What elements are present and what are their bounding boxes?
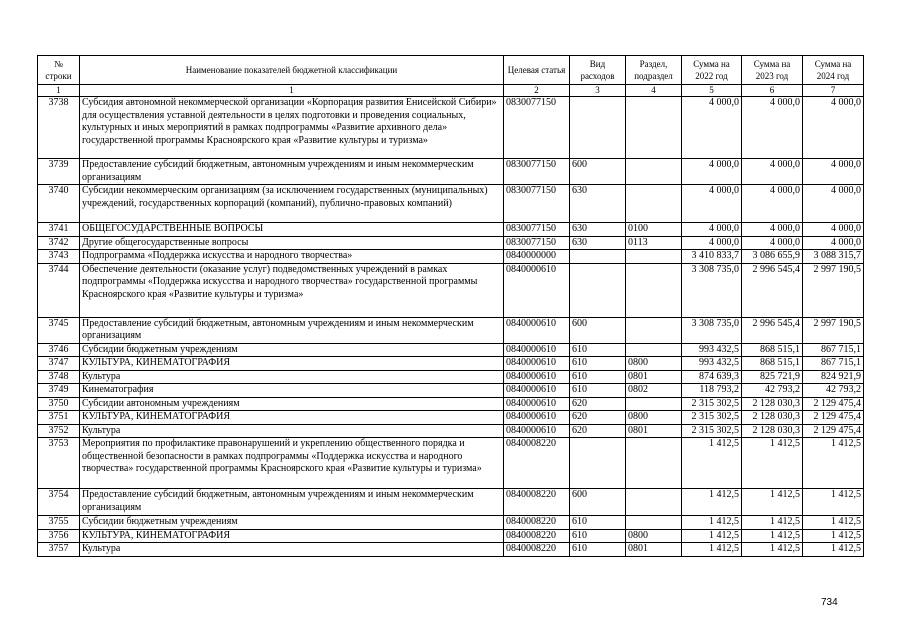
- row-number: 3744: [38, 263, 80, 317]
- row-name: Субсидии бюджетным учреждениям: [80, 343, 504, 357]
- row-sum-2023: 825 721,9: [742, 370, 803, 384]
- table-row: [38, 516, 864, 530]
- row-sum-2024: 4 000,0: [803, 185, 864, 223]
- table-row: [38, 370, 864, 384]
- row-sum-2022: 2 315 302,5: [682, 411, 742, 425]
- column-number: 6: [742, 85, 803, 97]
- column-number: 5: [682, 85, 742, 97]
- row-sum-2022: 4 000,0: [682, 236, 742, 250]
- row-sum-2023: 4 000,0: [742, 159, 803, 185]
- row-sum-2024: 3 088 315,7: [803, 250, 864, 264]
- row-sum-2022: 4 000,0: [682, 97, 742, 159]
- row-sum-2024: 2 997 190,5: [803, 317, 864, 343]
- row-razd: [626, 489, 682, 516]
- row-sum-2022: 4 000,0: [682, 223, 742, 237]
- row-sum-2022: 4 000,0: [682, 185, 742, 223]
- row-razd: [626, 250, 682, 264]
- row-vid: 600: [570, 489, 626, 516]
- row-code: 0830077150: [504, 97, 570, 159]
- table-row: [38, 543, 864, 557]
- row-name: Предоставление субсидий бюджетным, автономным учреждениям и иным некоммерческим организациям: [80, 489, 504, 516]
- table-row: [38, 357, 864, 371]
- table-row: [38, 317, 864, 343]
- row-name: КУЛЬТУРА, КИНЕМАТОГРАФИЯ: [80, 529, 504, 543]
- row-sum-2023: 1 412,5: [742, 529, 803, 543]
- row-number: 3750: [38, 397, 80, 411]
- row-vid: 620: [570, 411, 626, 425]
- page-number: 734: [821, 597, 838, 608]
- table-row: [38, 384, 864, 398]
- row-name: Подпрограмма «Поддержка искусства и народного творчества»: [80, 250, 504, 264]
- row-name: Культура: [80, 424, 504, 438]
- table-row: [38, 263, 864, 317]
- row-sum-2022: 1 412,5: [682, 438, 742, 489]
- row-vid: [570, 263, 626, 317]
- row-vid: 610: [570, 529, 626, 543]
- row-sum-2022: 1 412,5: [682, 516, 742, 530]
- header-row-no: № строки: [38, 56, 80, 85]
- row-code: 0830077150: [504, 236, 570, 250]
- row-sum-2023: 868 515,1: [742, 357, 803, 371]
- header-vid: Вид расходов: [570, 56, 626, 85]
- table-row: [38, 159, 864, 185]
- table-row: [38, 236, 864, 250]
- row-sum-2024: 1 412,5: [803, 529, 864, 543]
- column-number: 3: [570, 85, 626, 97]
- row-sum-2023: 2 996 545,4: [742, 317, 803, 343]
- row-code: 0840008220: [504, 489, 570, 516]
- row-sum-2023: 4 000,0: [742, 223, 803, 237]
- row-razd: 0802: [626, 384, 682, 398]
- row-sum-2023: 2 128 030,3: [742, 397, 803, 411]
- row-sum-2023: 868 515,1: [742, 343, 803, 357]
- row-sum-2022: 118 793,2: [682, 384, 742, 398]
- row-vid: 610: [570, 370, 626, 384]
- row-sum-2023: 4 000,0: [742, 236, 803, 250]
- row-sum-2023: 42 793,2: [742, 384, 803, 398]
- row-number: 3752: [38, 424, 80, 438]
- row-number: 3748: [38, 370, 80, 384]
- row-number: 3745: [38, 317, 80, 343]
- row-name: Кинематография: [80, 384, 504, 398]
- row-vid: 610: [570, 384, 626, 398]
- row-code: 0840000610: [504, 263, 570, 317]
- row-code: 0840000610: [504, 397, 570, 411]
- row-sum-2023: 3 086 655,9: [742, 250, 803, 264]
- row-sum-2024: 42 793,2: [803, 384, 864, 398]
- row-name: Субсидия автономной некоммерческой организации «Корпорация развития Енисейской Сибири» для осуществления уставной деятельности в целях подготовки и проведения социальных, культурных и иных мероприятий в рамках подпрограммы «Развитие архивного дела» государственной программы Красноярского края «Развитие культуры и туризма»: [80, 97, 504, 159]
- header-name: Наименование показателей бюджетной классификации: [80, 56, 504, 85]
- table-row: [38, 529, 864, 543]
- row-sum-2022: 4 000,0: [682, 159, 742, 185]
- row-code: 0840008220: [504, 438, 570, 489]
- row-sum-2024: 867 715,1: [803, 343, 864, 357]
- table-row: [38, 97, 864, 159]
- row-razd: [626, 185, 682, 223]
- row-sum-2022: 874 639,3: [682, 370, 742, 384]
- row-sum-2024: 1 412,5: [803, 543, 864, 557]
- row-sum-2024: 1 412,5: [803, 438, 864, 489]
- row-number: 3743: [38, 250, 80, 264]
- row-name: Субсидии некоммерческим организациям (за исключением государственных (муниципальных) учреждений, государственных корпораций (компаний), публично-правовых компаний): [80, 185, 504, 223]
- row-name: КУЛЬТУРА, КИНЕМАТОГРАФИЯ: [80, 411, 504, 425]
- row-sum-2022: 993 432,5: [682, 343, 742, 357]
- row-vid: 620: [570, 424, 626, 438]
- column-number: 4: [626, 85, 682, 97]
- row-code: 0840000000: [504, 250, 570, 264]
- header-sum-2023: Сумма на 2023 год: [742, 56, 803, 85]
- column-number-row: [38, 85, 864, 97]
- row-razd: 0801: [626, 370, 682, 384]
- row-sum-2024: 2 997 190,5: [803, 263, 864, 317]
- row-vid: 630: [570, 185, 626, 223]
- row-sum-2024: 4 000,0: [803, 97, 864, 159]
- row-sum-2022: 3 308 735,0: [682, 317, 742, 343]
- row-razd: 0800: [626, 357, 682, 371]
- row-razd: 0801: [626, 543, 682, 557]
- row-sum-2024: 1 412,5: [803, 489, 864, 516]
- row-name: Субсидии автономным учреждениям: [80, 397, 504, 411]
- column-number: 1: [38, 85, 80, 97]
- table-row: [38, 223, 864, 237]
- row-code: 0840000610: [504, 411, 570, 425]
- row-sum-2022: 3 308 735,0: [682, 263, 742, 317]
- row-sum-2024: 4 000,0: [803, 159, 864, 185]
- row-vid: 600: [570, 159, 626, 185]
- row-sum-2024: 2 129 475,4: [803, 424, 864, 438]
- row-vid: 610: [570, 516, 626, 530]
- row-code: 0840000610: [504, 357, 570, 371]
- row-vid: 630: [570, 223, 626, 237]
- row-vid: 610: [570, 543, 626, 557]
- row-vid: 610: [570, 343, 626, 357]
- row-sum-2023: 1 412,5: [742, 543, 803, 557]
- row-code: 0840000610: [504, 424, 570, 438]
- row-code: 0830077150: [504, 185, 570, 223]
- row-number: 3757: [38, 543, 80, 557]
- table-row: [38, 397, 864, 411]
- row-code: 0840000610: [504, 384, 570, 398]
- row-number: 3746: [38, 343, 80, 357]
- row-number: 3739: [38, 159, 80, 185]
- row-sum-2022: 1 412,5: [682, 543, 742, 557]
- table-row: [38, 250, 864, 264]
- header-sum-2024: Сумма на 2024 год: [803, 56, 864, 85]
- row-code: 0830077150: [504, 223, 570, 237]
- table-row: [38, 424, 864, 438]
- row-sum-2024: 867 715,1: [803, 357, 864, 371]
- row-number: 3751: [38, 411, 80, 425]
- column-number: 2: [504, 85, 570, 97]
- table-row: [38, 411, 864, 425]
- row-sum-2024: 2 129 475,4: [803, 397, 864, 411]
- row-sum-2023: 1 412,5: [742, 438, 803, 489]
- row-sum-2024: 4 000,0: [803, 236, 864, 250]
- row-sum-2023: 2 128 030,3: [742, 424, 803, 438]
- row-vid: [570, 250, 626, 264]
- row-number: 3738: [38, 97, 80, 159]
- row-sum-2023: 1 412,5: [742, 516, 803, 530]
- row-number: 3753: [38, 438, 80, 489]
- row-sum-2023: 2 996 545,4: [742, 263, 803, 317]
- row-name: Предоставление субсидий бюджетным, автономным учреждениям и иным некоммерческим организациям: [80, 317, 504, 343]
- row-code: 0840000610: [504, 317, 570, 343]
- row-sum-2024: 2 129 475,4: [803, 411, 864, 425]
- row-name: КУЛЬТУРА, КИНЕМАТОГРАФИЯ: [80, 357, 504, 371]
- row-sum-2024: 1 412,5: [803, 516, 864, 530]
- table-row: [38, 438, 864, 489]
- row-sum-2022: 2 315 302,5: [682, 397, 742, 411]
- row-name: Культура: [80, 543, 504, 557]
- header-razd: Раздел, подраздел: [626, 56, 682, 85]
- row-number: 3756: [38, 529, 80, 543]
- table-body: [38, 97, 864, 557]
- row-razd: [626, 397, 682, 411]
- row-sum-2022: 3 410 833,7: [682, 250, 742, 264]
- row-razd: [626, 263, 682, 317]
- table-row: [38, 489, 864, 516]
- row-name: Субсидии бюджетным учреждениям: [80, 516, 504, 530]
- row-code: 0840000610: [504, 343, 570, 357]
- row-razd: 0113: [626, 236, 682, 250]
- row-sum-2022: 1 412,5: [682, 529, 742, 543]
- header-code: Целевая статья: [504, 56, 570, 85]
- row-sum-2024: 824 921,9: [803, 370, 864, 384]
- row-number: 3740: [38, 185, 80, 223]
- row-razd: 0800: [626, 411, 682, 425]
- row-razd: [626, 516, 682, 530]
- row-razd: [626, 317, 682, 343]
- row-razd: 0801: [626, 424, 682, 438]
- row-code: 0840008220: [504, 529, 570, 543]
- row-sum-2022: 2 315 302,5: [682, 424, 742, 438]
- row-code: 0840008220: [504, 543, 570, 557]
- column-number: 1: [80, 85, 504, 97]
- row-vid: 600: [570, 317, 626, 343]
- row-name: Мероприятия по профилактике правонарушений и укреплению общественного порядка и общественной безопасности в рамках подпрограммы «Поддержка искусства и народного творчества» государственной программы Красноярского края «Развитие культуры и туризма»: [80, 438, 504, 489]
- row-number: 3754: [38, 489, 80, 516]
- row-name: Обеспечение деятельности (оказание услуг) подведомственных учреждений в рамках подпрограммы «Поддержка искусства и народного творчества» государственной программы Красноярского края «Развитие культуры и туризма»: [80, 263, 504, 317]
- row-number: 3749: [38, 384, 80, 398]
- row-vid: [570, 97, 626, 159]
- row-razd: 0800: [626, 529, 682, 543]
- row-name: ОБЩЕГОСУДАРСТВЕННЫЕ ВОПРОСЫ: [80, 223, 504, 237]
- column-number: 7: [803, 85, 864, 97]
- row-vid: 620: [570, 397, 626, 411]
- row-number: 3747: [38, 357, 80, 371]
- row-name: Культура: [80, 370, 504, 384]
- row-sum-2022: 1 412,5: [682, 489, 742, 516]
- row-name: Другие общегосударственные вопросы: [80, 236, 504, 250]
- row-code: 0830077150: [504, 159, 570, 185]
- row-vid: [570, 438, 626, 489]
- row-name: Предоставление субсидий бюджетным, автономным учреждениям и иным некоммерческим организациям: [80, 159, 504, 185]
- table-row: [38, 343, 864, 357]
- row-razd: 0100: [626, 223, 682, 237]
- row-number: 3742: [38, 236, 80, 250]
- row-razd: [626, 438, 682, 489]
- row-sum-2022: 993 432,5: [682, 357, 742, 371]
- row-vid: 630: [570, 236, 626, 250]
- row-razd: [626, 159, 682, 185]
- row-sum-2023: 2 128 030,3: [742, 411, 803, 425]
- header-row: [38, 56, 864, 85]
- row-sum-2024: 4 000,0: [803, 223, 864, 237]
- row-sum-2023: 1 412,5: [742, 489, 803, 516]
- row-sum-2023: 4 000,0: [742, 185, 803, 223]
- budget-table: [37, 55, 864, 557]
- row-razd: [626, 97, 682, 159]
- header-sum-2022: Сумма на 2022 год: [682, 56, 742, 85]
- row-code: 0840000610: [504, 370, 570, 384]
- table-row: [38, 185, 864, 223]
- row-sum-2023: 4 000,0: [742, 97, 803, 159]
- row-razd: [626, 343, 682, 357]
- row-number: 3741: [38, 223, 80, 237]
- row-number: 3755: [38, 516, 80, 530]
- row-code: 0840008220: [504, 516, 570, 530]
- row-vid: 610: [570, 357, 626, 371]
